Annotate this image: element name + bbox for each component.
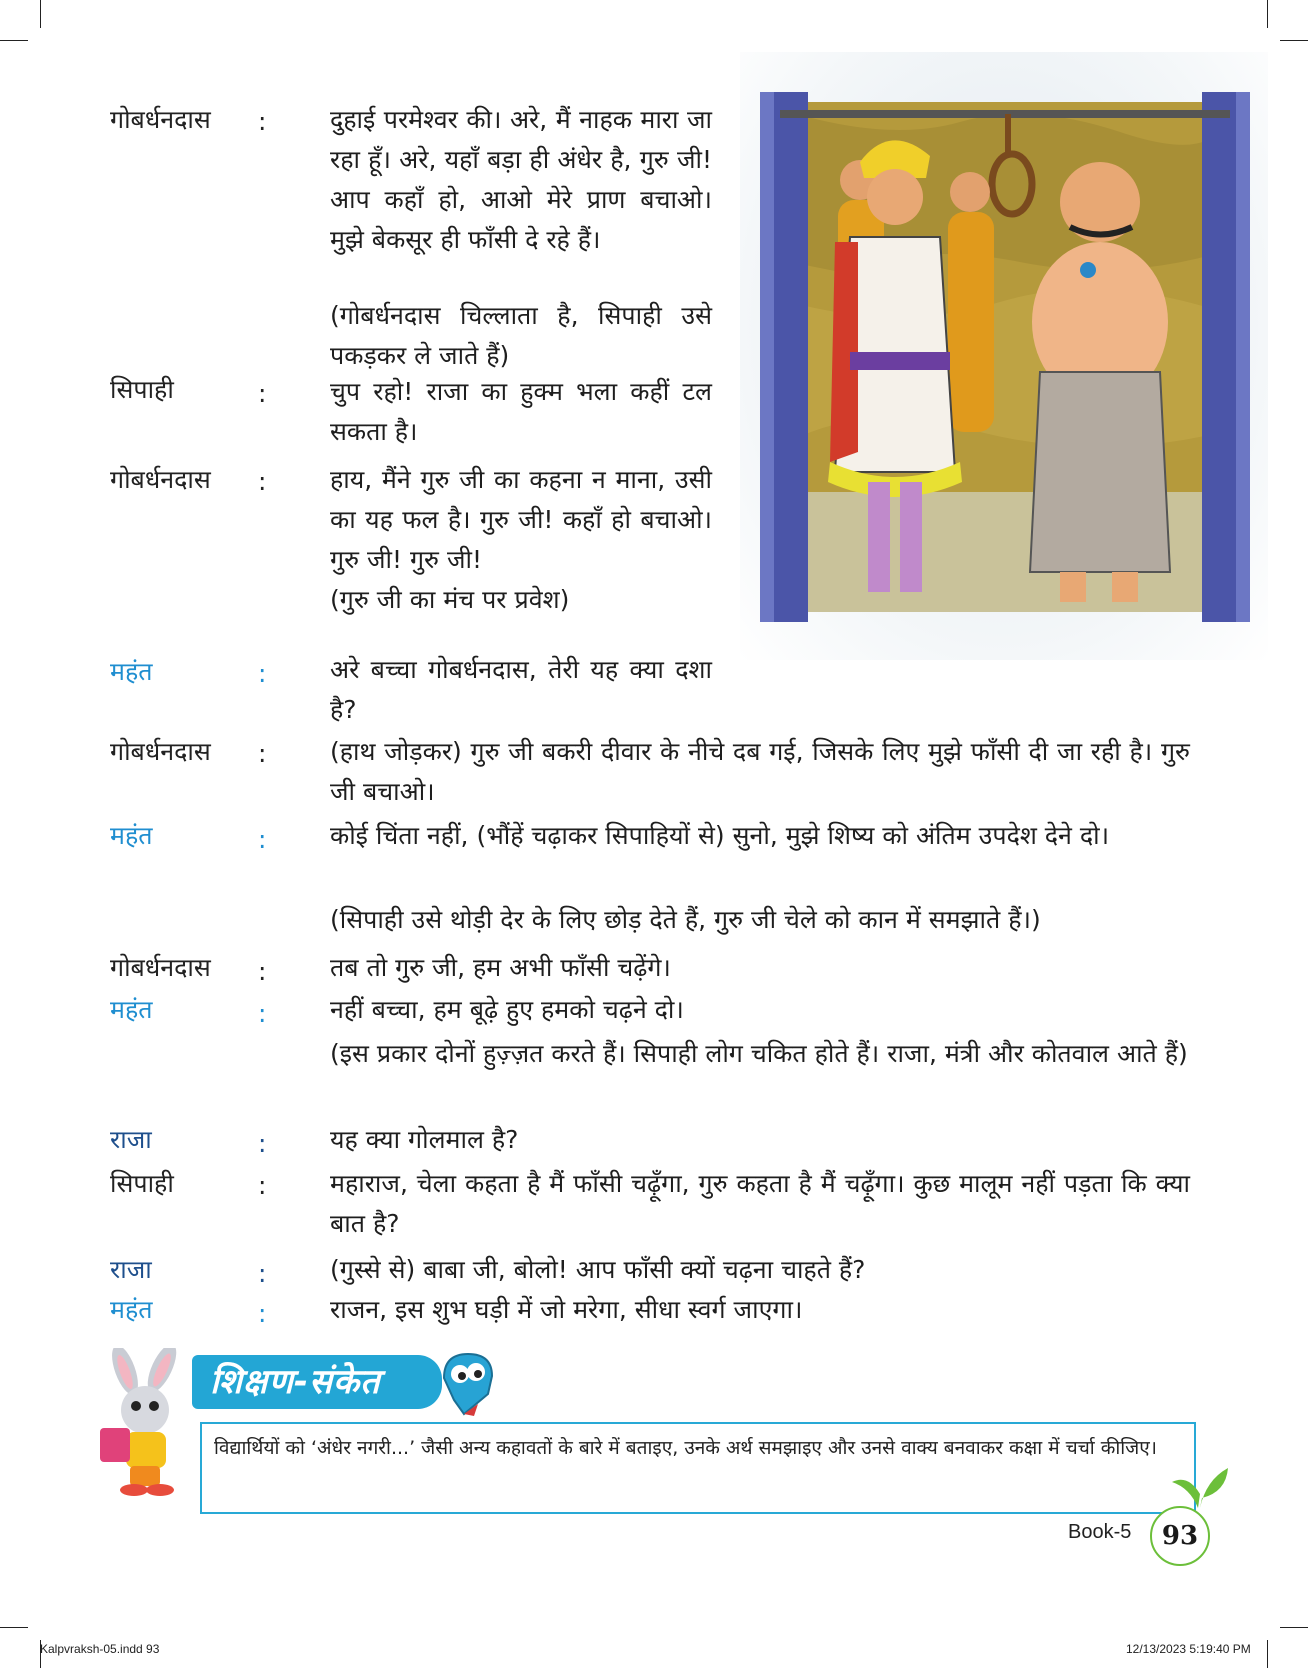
speaker-name: महंत [110, 821, 153, 850]
stage-direction: (गोबर्धनदास चिल्लाता है, सिपाही उसे पकड़कर ले जाते हैं) [330, 301, 712, 370]
crop-mark [1267, 1640, 1268, 1668]
dialogue-line: दुहाई परमेश्वर की। अरे, मैं नाहक मारा जा रहा हूँ। अरे, यहाँ बड़ा ही अंधेर है, गुरु जी! आप कहाँ हो, आओ मेरे प्राण बचाओ। मुझे बेकसूर ही फाँसी दे रहे हैं। [330, 105, 712, 254]
dialogue-line: अरे बच्चा गोबर्धनदास, तेरी यह क्या दशा है? [330, 655, 712, 724]
teaching-note-box [200, 1422, 1196, 1514]
print-slug-filename: Kalpvraksh-05.indd 93 [40, 1642, 160, 1656]
speaker-colon: : [258, 957, 267, 986]
speaker-colon: : [258, 1171, 267, 1200]
speaker-name: महंत [110, 995, 153, 1024]
dialogue-line: चुप रहो! राजा का हुक्म भला कहीं टल सकता है। [330, 377, 712, 446]
speaker-name: महंत [110, 657, 153, 686]
crop-mark [1280, 1627, 1308, 1628]
book-label: Book-5 [1068, 1521, 1132, 1543]
pencil-mascot-icon [434, 1348, 504, 1422]
speaker-name: सिपाही [110, 375, 174, 404]
speaker-colon: : [258, 107, 267, 136]
stage-direction: (गुरु जी का मंच पर प्रवेश) [330, 585, 570, 614]
speaker-colon: : [258, 659, 267, 688]
speaker-name: महंत [110, 1295, 153, 1324]
dialogue-line: तब तो गुरु जी, हम अभी फाँसी चढ़ेंगे। [330, 953, 671, 982]
crop-mark [0, 40, 28, 41]
dialogue-line: महाराज, चेला कहता है मैं फाँसी चढ़ूँगा, गुरु कहता है मैं चढ़ूँगा। कुछ मालूम नहीं पड़ता कि क्या बात है? [330, 1169, 1190, 1238]
speaker-colon: : [258, 825, 267, 854]
page-number: 93 [1150, 1506, 1210, 1566]
crop-mark [40, 0, 41, 28]
dialogue-line: कोई चिंता नहीं, (भौंहें चढ़ाकर सिपाहियों से) सुनो, मुझे शिष्य को अंतिम उपदेश देने दो। [330, 821, 1110, 850]
stage-direction: (इस प्रकार दोनों हुज़्ज़त करते हैं। सिपाही लोग चकित होते हैं। राजा, मंत्री और कोतवाल आते हैं) [330, 1039, 1188, 1068]
speaker-colon: : [258, 467, 267, 496]
teaching-note-title: शिक्षण-संकेत [192, 1355, 442, 1409]
teaching-note-text: विद्यार्थियों को ‘अंधेर नगरी...’ जैसी अन्य कहावतों के बारे में बताइए, उनके अर्थ समझाइए और उनसे वाक्य बनवाकर कक्षा में चर्चा कीजिए। [214, 1437, 1157, 1459]
crop-mark [0, 1627, 28, 1628]
dialogue-line: नहीं बच्चा, हम बूढ़े हुए हमको चढ़ने दो। [330, 995, 684, 1024]
speaker-name: राजा [110, 1255, 152, 1284]
speaker-name: गोबर्धनदास [110, 465, 211, 494]
crop-mark [1267, 0, 1268, 28]
speaker-colon: : [258, 739, 267, 768]
speaker-name: गोबर्धनदास [110, 737, 211, 766]
speaker-name: सिपाही [110, 1169, 174, 1198]
story-illustration [740, 52, 1268, 660]
crop-mark [1280, 40, 1308, 41]
speaker-colon: : [258, 1129, 267, 1158]
dialogue-line: (गुस्से से) बाबा जी, बोलो! आप फाँसी क्यों चढ़ना चाहते हैं? [330, 1255, 866, 1284]
rabbit-mascot-icon [90, 1348, 200, 1502]
speaker-name: गोबर्धनदास [110, 953, 211, 982]
stage-direction: (सिपाही उसे थोड़ी देर के लिए छोड़ देते हैं, गुरु जी चेले को कान में समझाते हैं।) [330, 905, 1041, 934]
speaker-name: गोबर्धनदास [110, 105, 211, 134]
speaker-colon: : [258, 1259, 267, 1288]
print-slug-date: 12/13/2023 5:19:40 PM [1126, 1642, 1251, 1656]
dialogue-line: (हाथ जोड़कर) गुरु जी बकरी दीवार के नीचे दब गई, जिसके लिए मुझे फाँसी दी जा रही है। गुरु जी बचाओ। [330, 737, 1190, 806]
dialogue-line: हाय, मैंने गुरु जी का कहना न माना, उसी का यह फल है। गुरु जी! कहाँ हो बचाओ। गुरु जी! गुरु जी! [330, 465, 712, 574]
speaker-colon: : [258, 379, 267, 408]
leaf-icon [1170, 1464, 1230, 1512]
speaker-colon: : [258, 1299, 267, 1328]
speaker-colon: : [258, 999, 267, 1028]
speaker-name: राजा [110, 1125, 152, 1154]
dialogue-line: राजन, इस शुभ घड़ी में जो मरेगा, सीधा स्वर्ग जाएगा। [330, 1295, 803, 1324]
dialogue-line: यह क्या गोलमाल है? [330, 1125, 519, 1154]
